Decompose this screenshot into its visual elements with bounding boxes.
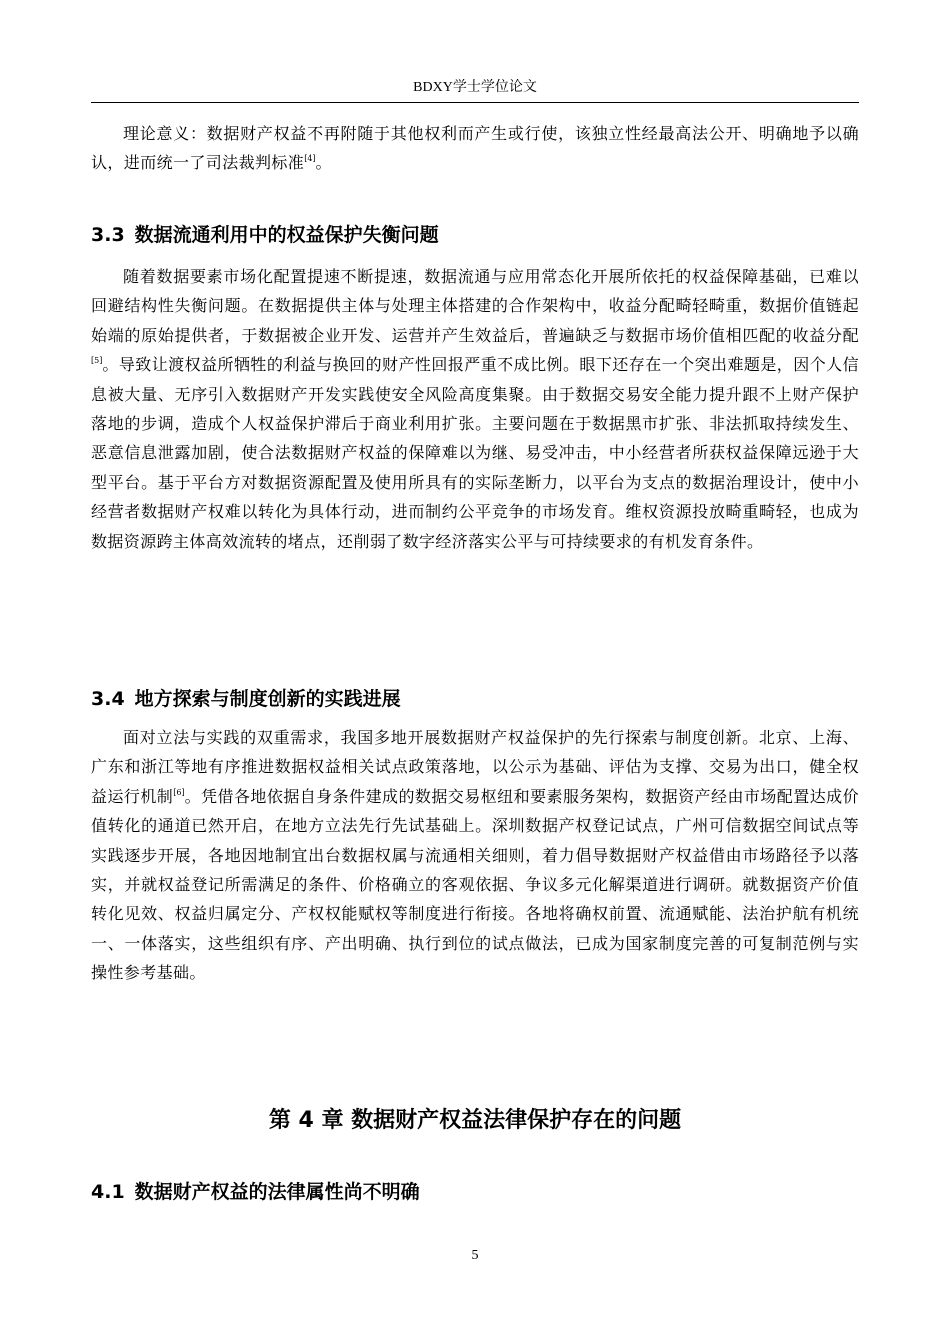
paragraph-text: 面对立法与实践的双重需求，我国多地开展数据财产权益保护的先行探索与制度创新。北京、上海、广东和浙江等地有序推进数据权益相关试点政策落地，以公示为基础、评估为支撑、交易为出口，健全权益运行机制 <box>91 728 859 806</box>
page-number: 5 <box>471 1248 479 1263</box>
paragraph-text: 。凭借各地依据自身条件建成的数据交易枢纽和要素服务架构，数据资产经由市场配置达成价值转化的通道已然开启，在地方立法先行先试基础上。深圳数据产权登记试点，广州可信数据空间试点等实践逐步开展，各地因地制宜出台数据权属与流通相关细则，着力倡导数据财产权益借由市场路径予以落实，并就权益登记所需满足的条件、价格确立的客观依据、争议多元化解渠道进行调研。就数据资产价值转化见效、权益归属定分、产权权能赋权等制度进行衔接。各地将确权前置、流通赋能、法治护航有机统一、一体落实，这些组织有序、产出明确、执行到位的试点做法，已成为国家制度完善的可复制范例与实操性参考基础。 <box>91 786 859 983</box>
header-rule <box>91 102 859 103</box>
chapter-heading-4: 第 4 章 数据财产权益法律保护存在的问题 <box>268 1108 682 1133</box>
section-number: 3.3 <box>91 224 125 246</box>
paragraph-section-3-4 <box>91 723 859 988</box>
paragraph-text: 理论意义：数据财产权益不再附随于其他权利而产生或行使，该独立性经最高法公开、明确地予以确认，进而统一了司法裁判标准 <box>91 124 859 173</box>
paragraph-text: 。导致让渡权益所牺牲的利益与换回的财产性回报严重不成比例。眼下还存在一个突出难题是，因个人信息被大量、无序引入数据财产开发实践使安全风险高度集聚。由于数据交易安全能力提升跟不上财产保护落地的步调，造成个人权益保护滞后于商业利用扩张。主要问题在于数据黑市扩张、非法抓取持续发生、恶意信息泄露加剧，使合法数据财产权益的保障难以为继、易受冲击，中小经营者所获权益保障远逊于大型平台。基于平台方对数据资源配置及使用所具有的实际垄断力，以平台为支点的数据治理设计，使中小经营者数据财产权难以转化为具体行动，进而制约公平竞争的市场发育。维权资源投放畸重畸轻，也成为数据资源跨主体高效流转的堵点，还削弱了数字经济落实公平与可持续要求的有机发育条件。 <box>91 355 859 551</box>
section-heading-3-3 <box>91 220 439 247</box>
paragraph-text: 。 <box>315 153 332 173</box>
section-heading-3-4 <box>91 684 401 711</box>
section-title: 地方探索与制度创新的实践进展 <box>134 688 401 710</box>
citation-ref: [5] <box>91 356 103 366</box>
running-header: BDXY学士学位论文 <box>413 80 537 95</box>
paragraph-text: 随着数据要素市场化配置提速不断提速，数据流通与应用常态化开展所依托的权益保障基础，已难以回避结构性失衡问题。在数据提供主体与处理主体搭建的合作架构中，收益分配畸轻畸重，数据价值链起始端的原始提供者，于数据被企业开发、运营并产生效益后，普遍缺乏与数据市场价值相匹配的收益分配 <box>91 267 859 345</box>
section-number: 4.1 <box>91 1181 125 1203</box>
citation-ref: [4] <box>304 154 316 164</box>
section-number: 3.4 <box>91 688 125 710</box>
section-title: 数据财产权益的法律属性尚不明确 <box>134 1181 420 1203</box>
paragraph-theoretical-significance <box>91 119 859 178</box>
citation-ref: [6] <box>173 787 185 797</box>
section-heading-4-1 <box>91 1177 420 1204</box>
section-title: 数据流通利用中的权益保护失衡问题 <box>134 224 439 246</box>
paragraph-section-3-3 <box>91 262 859 556</box>
